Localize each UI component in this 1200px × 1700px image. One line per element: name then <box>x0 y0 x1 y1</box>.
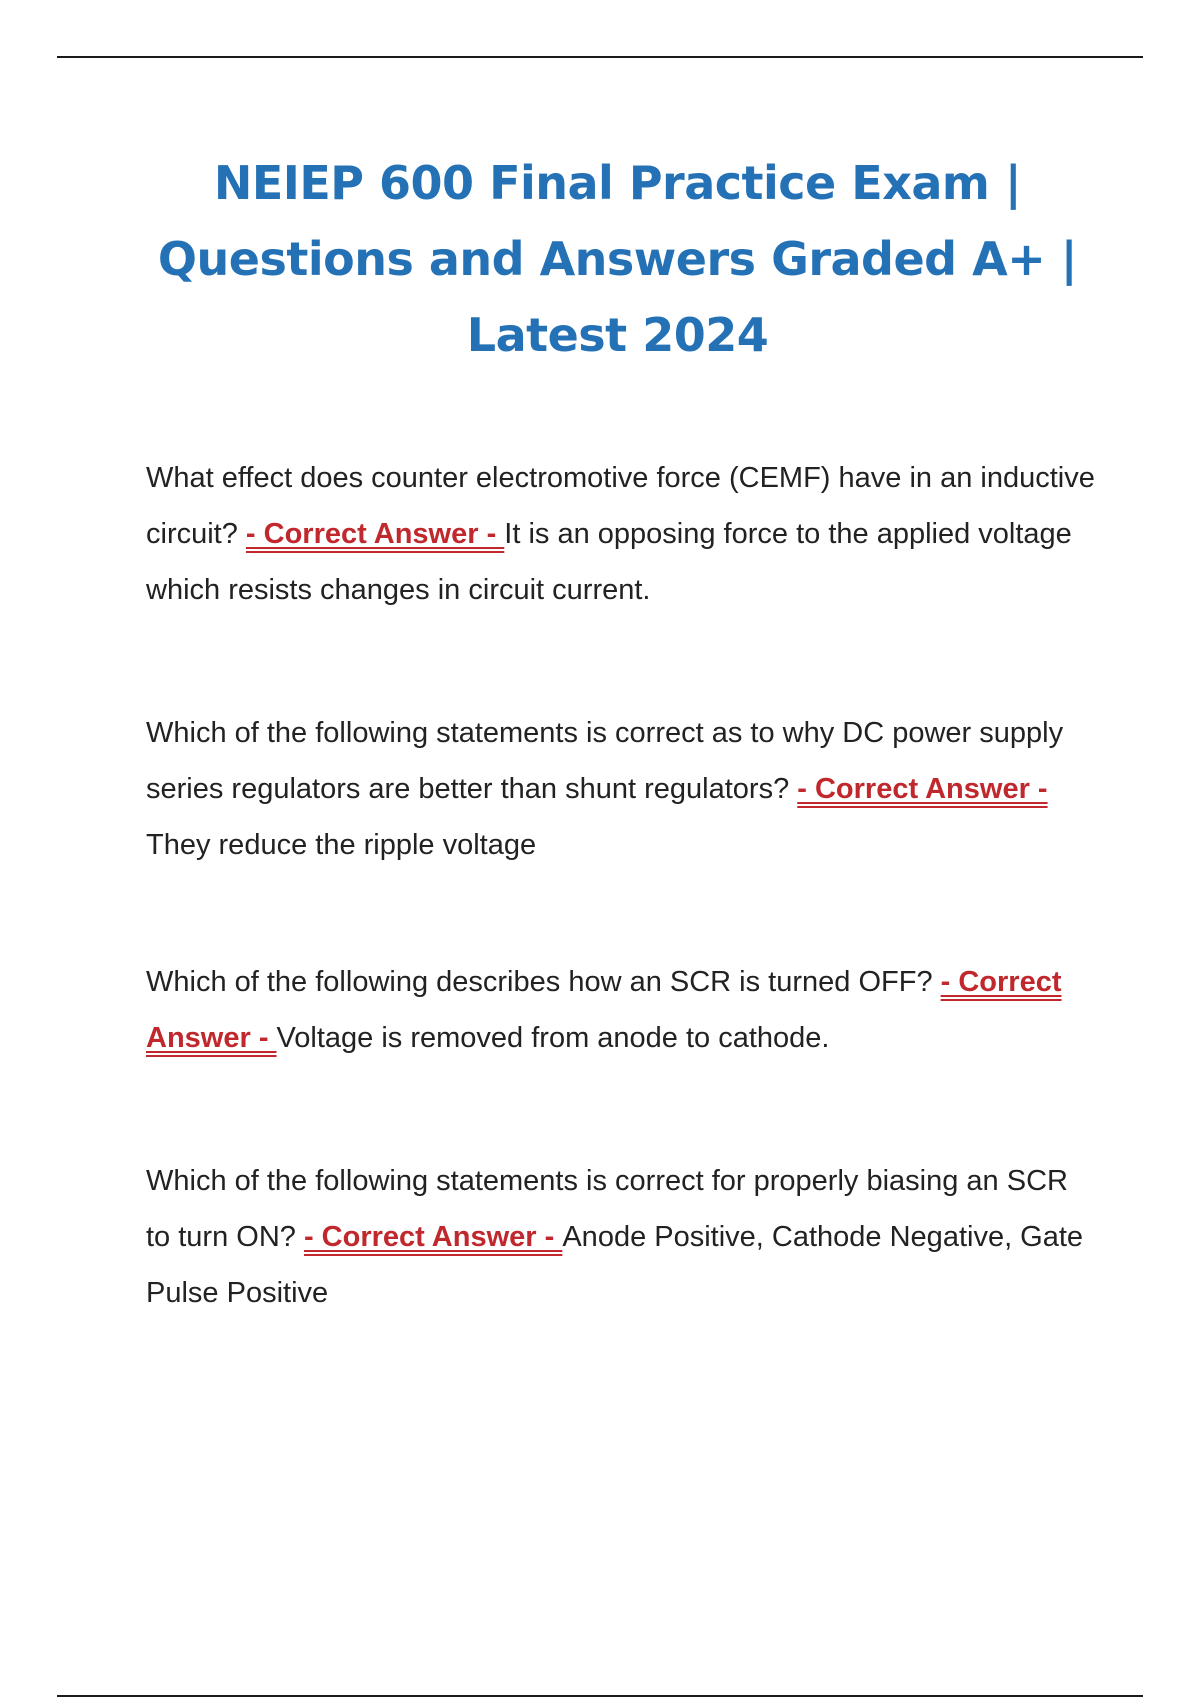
answer-text: Voltage is removed from anode to cathode. <box>276 1022 830 1054</box>
question-text: Which of the following describes how an SCR is turned OFF? <box>146 966 941 998</box>
qa-list <box>146 450 1096 1408</box>
footer-rule <box>57 1695 1143 1697</box>
correct-answer-label: - Correct Answer - <box>303 1221 563 1253</box>
title-line-1: NEIEP 600 Final Practice Exam | <box>213 156 1022 210</box>
qa-item <box>146 954 1096 1066</box>
document-title <box>150 145 1085 373</box>
question-text: Which of the following statements is correct as to why DC power supply series regulators are better than shunt regulators? <box>146 717 1064 805</box>
correct-answer-label: - Correct Answer - <box>797 773 1048 805</box>
header-rule <box>57 56 1143 58</box>
title-line-3: Latest 2024 <box>466 308 769 362</box>
answer-text: Anode Positive, Cathode Negative, Gate Pulse Positive <box>146 1221 1084 1309</box>
correct-answer-label: - Correct Answer - <box>146 966 1062 1054</box>
answer-text: They reduce the ripple voltage <box>146 829 537 861</box>
qa-item <box>146 450 1096 618</box>
qa-item <box>146 1153 1096 1321</box>
question-text: Which of the following statements is correct for properly biasing an SCR to turn ON? <box>146 1165 1068 1253</box>
qa-item <box>146 705 1096 873</box>
title-line-2: Questions and Answers Graded A+ | <box>157 232 1078 286</box>
answer-text: It is an opposing force to the applied voltage which resists changes in circuit current. <box>146 518 1072 606</box>
correct-answer-label: - Correct Answer - <box>245 518 505 550</box>
question-text: What effect does counter electromotive force (CEMF) have in an inductive circuit? <box>146 462 1095 550</box>
